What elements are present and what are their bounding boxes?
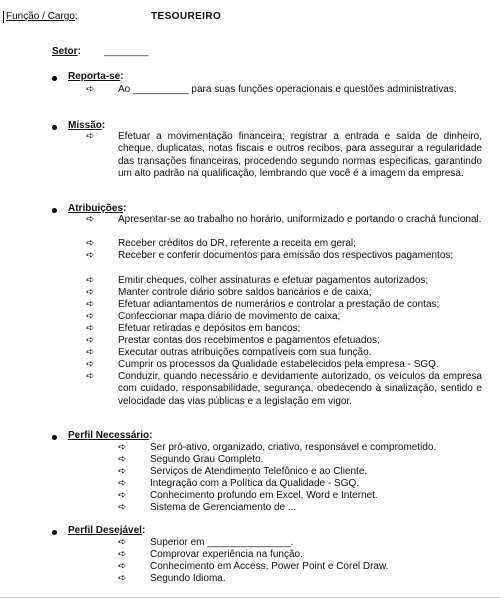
job-title-value: TESOUREIRO	[151, 11, 222, 22]
list-item-text: Apresentar-se ao trabalho no horário, uniformizado e portando o crachá funcional.	[118, 214, 482, 225]
list-item-text: Conhecimento em Access, Power Point e Corel Draw.	[150, 561, 389, 572]
arrow-icon: ➪	[86, 131, 95, 142]
list-item-text: Conhecimento profundo em Excel, Word e Internet.	[150, 490, 378, 501]
list-item-text: Executar outras atribuições compatíveis com sua função.	[118, 347, 372, 358]
section-bullet	[52, 76, 57, 81]
page-bottom-edge	[0, 597, 500, 598]
list-item	[86, 250, 482, 262]
list-item	[118, 478, 480, 490]
arrow-icon: ➪	[86, 311, 95, 322]
list-item-text: Segundo Grau Completo.	[150, 454, 264, 465]
list-item-text: Integração com a Política da Qualidade - SGQ.	[150, 478, 359, 489]
list-item	[118, 490, 480, 502]
section-title-atribuicoes	[68, 203, 126, 214]
list-item-text: Efetuar adiantamentos de numerários e controlar a prestação de contas;	[118, 299, 440, 310]
job-title-label: Função / Cargo	[6, 11, 75, 22]
arrow-icon: ➪	[86, 335, 95, 346]
arrow-icon: ➪	[118, 549, 127, 560]
section-title-text: Perfil Desejável	[68, 525, 142, 536]
arrow-icon: ➪	[118, 454, 127, 465]
arrow-icon: ➪	[86, 84, 95, 95]
list-item	[118, 561, 480, 573]
list-item-text: Efetuar a movimentação financeira; registrar a entrada e saída de dinheiro, cheque, duplicatas, notas fiscais e outros recibos, para assegurar a regularidade das transações financeiras, procedendo segundo normas especificas, garantindo um alto padrão na qualificação, lembrando que você é a imagem da empresa.	[118, 131, 482, 180]
section-title-text: Perfil Necessário	[68, 430, 150, 441]
list-item-text: Sistema de Gerenciamento de ...	[150, 502, 297, 513]
list-item	[86, 238, 482, 250]
list-item	[118, 466, 480, 478]
section-title-reporta	[68, 71, 124, 82]
arrow-icon: ➪	[86, 323, 95, 334]
arrow-icon: ➪	[86, 359, 95, 370]
section-bullet	[52, 208, 57, 213]
list-item-text: Efetuar retiradas e depósitos em bancos;	[118, 323, 301, 334]
list-item	[86, 275, 482, 287]
list-item-text: Superior em _______________.	[150, 537, 294, 548]
text-cursor	[3, 11, 4, 23]
list-item	[86, 335, 482, 347]
list-item-text: Receber créditos do DR, referente a receita em geral;	[118, 238, 356, 249]
section-title-colon: :	[123, 203, 127, 214]
list-item	[118, 537, 480, 549]
arrow-icon: ➪	[86, 250, 95, 261]
sector-colon: :	[77, 46, 81, 57]
arrow-icon: ➪	[118, 561, 127, 572]
list-item-text: Serviços de Atendimento Telefônico e ao Cliente.	[150, 466, 368, 477]
section-bullet	[52, 530, 57, 535]
list-item	[86, 359, 482, 371]
list-item	[86, 131, 482, 181]
section-title-text: Missão	[68, 120, 102, 131]
list-item	[86, 84, 482, 96]
section-bullet	[52, 125, 57, 130]
arrow-icon: ➪	[86, 371, 95, 382]
arrow-icon: ➪	[118, 490, 127, 501]
arrow-icon: ➪	[86, 347, 95, 358]
sector-line	[52, 46, 149, 57]
list-item-text: Cumprir os processos da Qualidade estabelecidos pela empresa - SGQ.	[118, 359, 439, 370]
list-item	[118, 454, 480, 466]
list-item	[86, 323, 482, 335]
arrow-icon: ➪	[86, 214, 95, 225]
list-item-text: Receber e conferir documentos para emissão dos respectivos pagamentos;	[118, 250, 454, 261]
section-title-perfil-necessario	[68, 430, 153, 441]
job-title-colon: :	[74, 11, 78, 22]
list-item-text: Confeccionar mapa diário de movimento de caixa;	[118, 311, 341, 322]
list-item-text: Prestar contas dos recebimentos e pagamentos efetuados;	[118, 335, 380, 346]
section-title-text: Atribuições	[68, 203, 124, 214]
list-item	[86, 311, 482, 323]
list-item	[86, 299, 482, 311]
arrow-icon: ➪	[118, 502, 127, 513]
arrow-icon: ➪	[86, 238, 95, 249]
arrow-icon: ➪	[118, 478, 127, 489]
list-item	[86, 347, 482, 359]
arrow-icon: ➪	[86, 287, 95, 298]
section-title-perfil-desejavel	[68, 525, 145, 536]
list-item-text: Ao __________ para suas funções operacionais e questões administrativas.	[118, 84, 457, 95]
arrow-icon: ➪	[86, 275, 95, 286]
list-item	[118, 573, 480, 585]
section-title-colon: :	[141, 525, 146, 536]
list-item	[118, 442, 480, 454]
section-bullet	[52, 435, 57, 440]
sector-label: Setor	[52, 46, 78, 57]
job-title-line	[6, 11, 222, 22]
list-item	[118, 549, 480, 561]
list-item-text: Manter controle diário sobre saldos bancários e de caixa;	[118, 287, 372, 298]
list-item-text: Ser pró-ativo, organizado, criativo, responsável e comprometido.	[150, 442, 437, 453]
section-title-colon: :	[120, 71, 124, 82]
list-item	[86, 371, 482, 408]
section-title-missao	[68, 120, 105, 131]
list-item-text: Emitir cheques, colher assinaturas e efetuar pagamentos autorizados;	[118, 275, 429, 286]
list-item-text: Comprovar experiência na função.	[150, 549, 303, 560]
list-item-text: Segundo Idioma.	[150, 573, 226, 584]
list-item	[118, 502, 480, 514]
arrow-icon: ➪	[86, 299, 95, 310]
list-item	[86, 214, 482, 226]
section-title-colon: :	[149, 430, 153, 441]
arrow-icon: ➪	[118, 573, 127, 584]
arrow-icon: ➪	[118, 466, 127, 477]
section-title-text: Reporta-se	[68, 71, 121, 82]
arrow-icon: ➪	[118, 442, 127, 453]
list-item	[86, 287, 482, 299]
section-title-colon: :	[101, 120, 106, 131]
arrow-icon: ➪	[118, 537, 127, 548]
list-item-text: Conduzir, quando necessário e devidamente autorizado, os veículos da empresa com cuidado, responsabilidade, segurança, obedecendo à sinalização, sentido e velocidade das vias públicas e a legislação em vigor.	[118, 371, 482, 407]
sector-value: ________	[104, 46, 149, 57]
